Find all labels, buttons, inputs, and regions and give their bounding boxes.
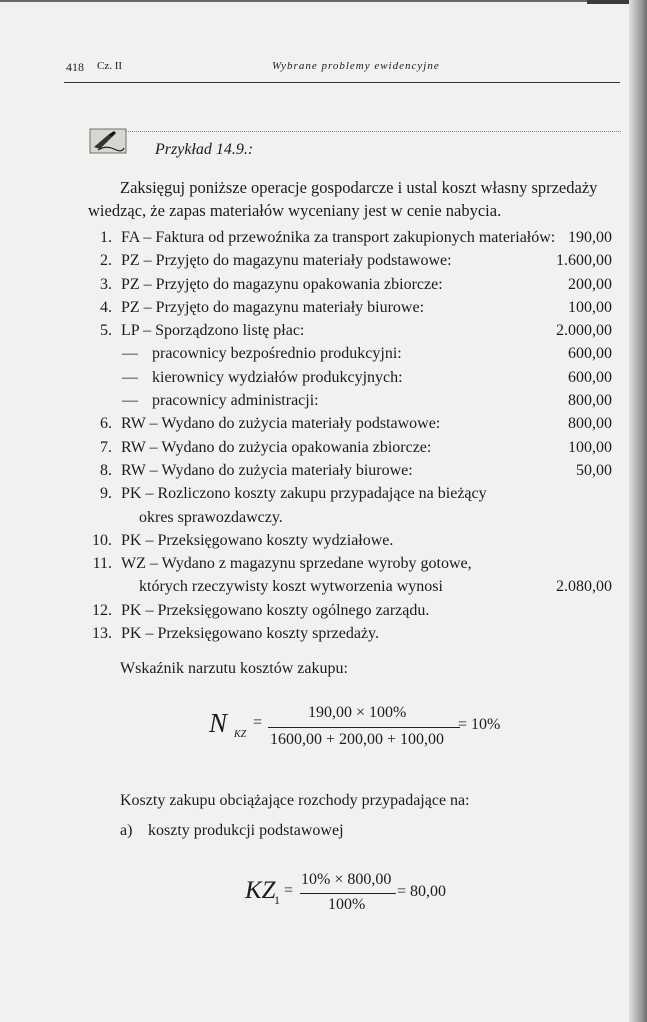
allocation-label: Koszty zakupu obciążające rozchody przypadające na:	[120, 792, 470, 809]
operation-dash: —	[122, 368, 138, 386]
formula1-numerator: 190,00 × 100%	[308, 704, 407, 721]
operation-text	[122, 392, 319, 410]
intro-line-2: wiedząc, że zapas materiałów wyceniany jest w cenie nabycia.	[88, 201, 502, 220]
operation-text: PZ – Przyjęto do magazynu materiały podstawowe:	[121, 252, 452, 270]
operation-row	[88, 509, 620, 532]
formula2-fraction-bar	[300, 893, 396, 894]
allocation-item-a	[120, 822, 344, 840]
operation-amount: 2.080,00	[556, 578, 612, 596]
operation-amount: 600,00	[568, 345, 612, 363]
formula1-symbol: N	[209, 708, 228, 738]
markup-rate-label: Wskaźnik narzutu kosztów zakupu:	[120, 660, 348, 677]
operation-number: 6.	[100, 415, 112, 433]
operation-number: 8.	[100, 461, 112, 479]
writing-hand-icon	[88, 127, 128, 155]
example-dotted-rule	[124, 131, 621, 132]
operation-row	[88, 555, 620, 578]
operation-row	[88, 532, 620, 555]
operation-row	[88, 625, 620, 648]
operation-row	[88, 345, 620, 368]
operation-amount: 2.000,00	[556, 322, 612, 340]
operation-amount: 1.600,00	[556, 252, 612, 270]
operation-text: FA – Faktura od przewoźnika za transport zakupionych materiałów:	[121, 229, 556, 246]
operation-text	[122, 369, 403, 387]
operation-amount: 200,00	[568, 275, 612, 293]
operation-text: RW – Wydano do zużycia materiały podstawowe:	[121, 415, 441, 433]
operation-text: PK – Przeksięgowano koszty ogólnego zarządu.	[121, 601, 430, 619]
operation-sub-label: pracownicy bezpośrednio produkcyjni:	[152, 345, 402, 363]
operation-row	[88, 462, 620, 485]
operation-dash: —	[122, 345, 138, 363]
formula1-fraction-bar	[268, 727, 460, 728]
operation-text: PK – Rozliczono koszty zakupu przypadające na bieżący	[121, 485, 487, 503]
operation-amount: 100,00	[568, 298, 612, 316]
operation-amount: 800,00	[568, 392, 612, 410]
example-title: Przykład 14.9.:	[155, 141, 254, 158]
operation-row	[88, 602, 620, 625]
operation-text: RW – Wydano do zużycia materiały biurowe:	[121, 461, 413, 479]
operation-amount: 50,00	[576, 461, 612, 479]
item-a-text: koszty produkcji podstawowej	[148, 822, 344, 839]
operation-text: których rzeczywisty koszt wytworzenia wynosi	[139, 578, 443, 596]
operation-amount: 190,00	[568, 229, 612, 246]
operation-amount: 600,00	[568, 368, 612, 386]
operation-row	[88, 439, 620, 462]
operation-row	[88, 369, 620, 392]
operation-row	[88, 276, 620, 299]
operation-row	[88, 322, 620, 345]
operation-number: 7.	[100, 438, 112, 456]
operation-row	[88, 252, 620, 275]
formula2-result: = 80,00	[397, 883, 447, 900]
operations-list	[88, 229, 620, 648]
formula2-equals: =	[284, 882, 294, 899]
formula1-equals: =	[253, 714, 263, 731]
formula1-subscript: KZ	[234, 729, 247, 740]
formula1-denominator: 1600,00 + 200,00 + 100,00	[270, 731, 445, 748]
book-spine-shadow	[629, 0, 647, 1022]
operation-text: PZ – Przyjęto do magazynu materiały biurowe:	[121, 298, 425, 316]
operation-amount: 800,00	[568, 415, 612, 433]
operation-number: 5.	[100, 322, 112, 340]
operation-number: 9.	[100, 485, 112, 503]
operation-number: 3.	[100, 275, 112, 293]
operation-text: LP – Sporządzono listę płac:	[121, 322, 305, 340]
operation-number: 1.	[100, 229, 112, 246]
operation-dash: —	[122, 392, 138, 410]
operation-sub-label: kierownicy wydziałów produkcyjnych:	[152, 368, 403, 386]
operation-row	[88, 415, 620, 438]
formula2-symbol: KZ	[245, 877, 276, 904]
formula1-result: = 10%	[458, 716, 501, 733]
operation-number: 4.	[100, 298, 112, 316]
formula2-numerator: 10% × 800,00	[301, 871, 392, 888]
operation-text: RW – Wydano do zużycia opakowania zbiorcze:	[121, 438, 432, 456]
operation-number: 2.	[100, 252, 112, 270]
formula2-subscript: 1	[274, 893, 280, 907]
operation-text: PZ – Przyjęto do magazynu opakowania zbiorcze:	[121, 275, 443, 293]
item-a-marker: a)	[120, 822, 133, 839]
operation-text: PK – Przeksięgowano koszty wydziałowe.	[121, 531, 394, 549]
page-number: 418	[66, 60, 84, 74]
operation-row	[88, 578, 620, 601]
operation-number: 13.	[92, 625, 112, 643]
operation-row	[88, 392, 620, 415]
header-rule	[64, 82, 620, 83]
page-top-edge	[0, 0, 647, 2]
operation-amount: 100,00	[568, 438, 612, 456]
operation-row	[88, 485, 620, 508]
operation-text	[122, 345, 402, 363]
operation-row	[88, 299, 620, 322]
operation-text: okres sprawozdawczy.	[139, 508, 283, 526]
formula2-denominator: 100%	[328, 896, 366, 913]
operation-number: 12.	[92, 601, 112, 619]
operation-sub-label: pracownicy administracji:	[152, 392, 319, 410]
operation-number: 11.	[92, 555, 112, 573]
intro-line-1: Zaksięguj poniższe operacje gospodarcze i ustal koszt własny sprzedaży	[120, 178, 598, 197]
running-header-title: Wybrane problemy ewidencyjne	[272, 60, 440, 72]
operation-row	[88, 229, 620, 252]
operation-text: PK – Przeksięgowano koszty sprzedaży.	[121, 625, 380, 643]
operation-text: WZ – Wydano z magazynu sprzedane wyroby gotowe,	[121, 555, 472, 573]
part-label: Cz. II	[97, 60, 123, 72]
operation-number: 10.	[92, 531, 112, 549]
